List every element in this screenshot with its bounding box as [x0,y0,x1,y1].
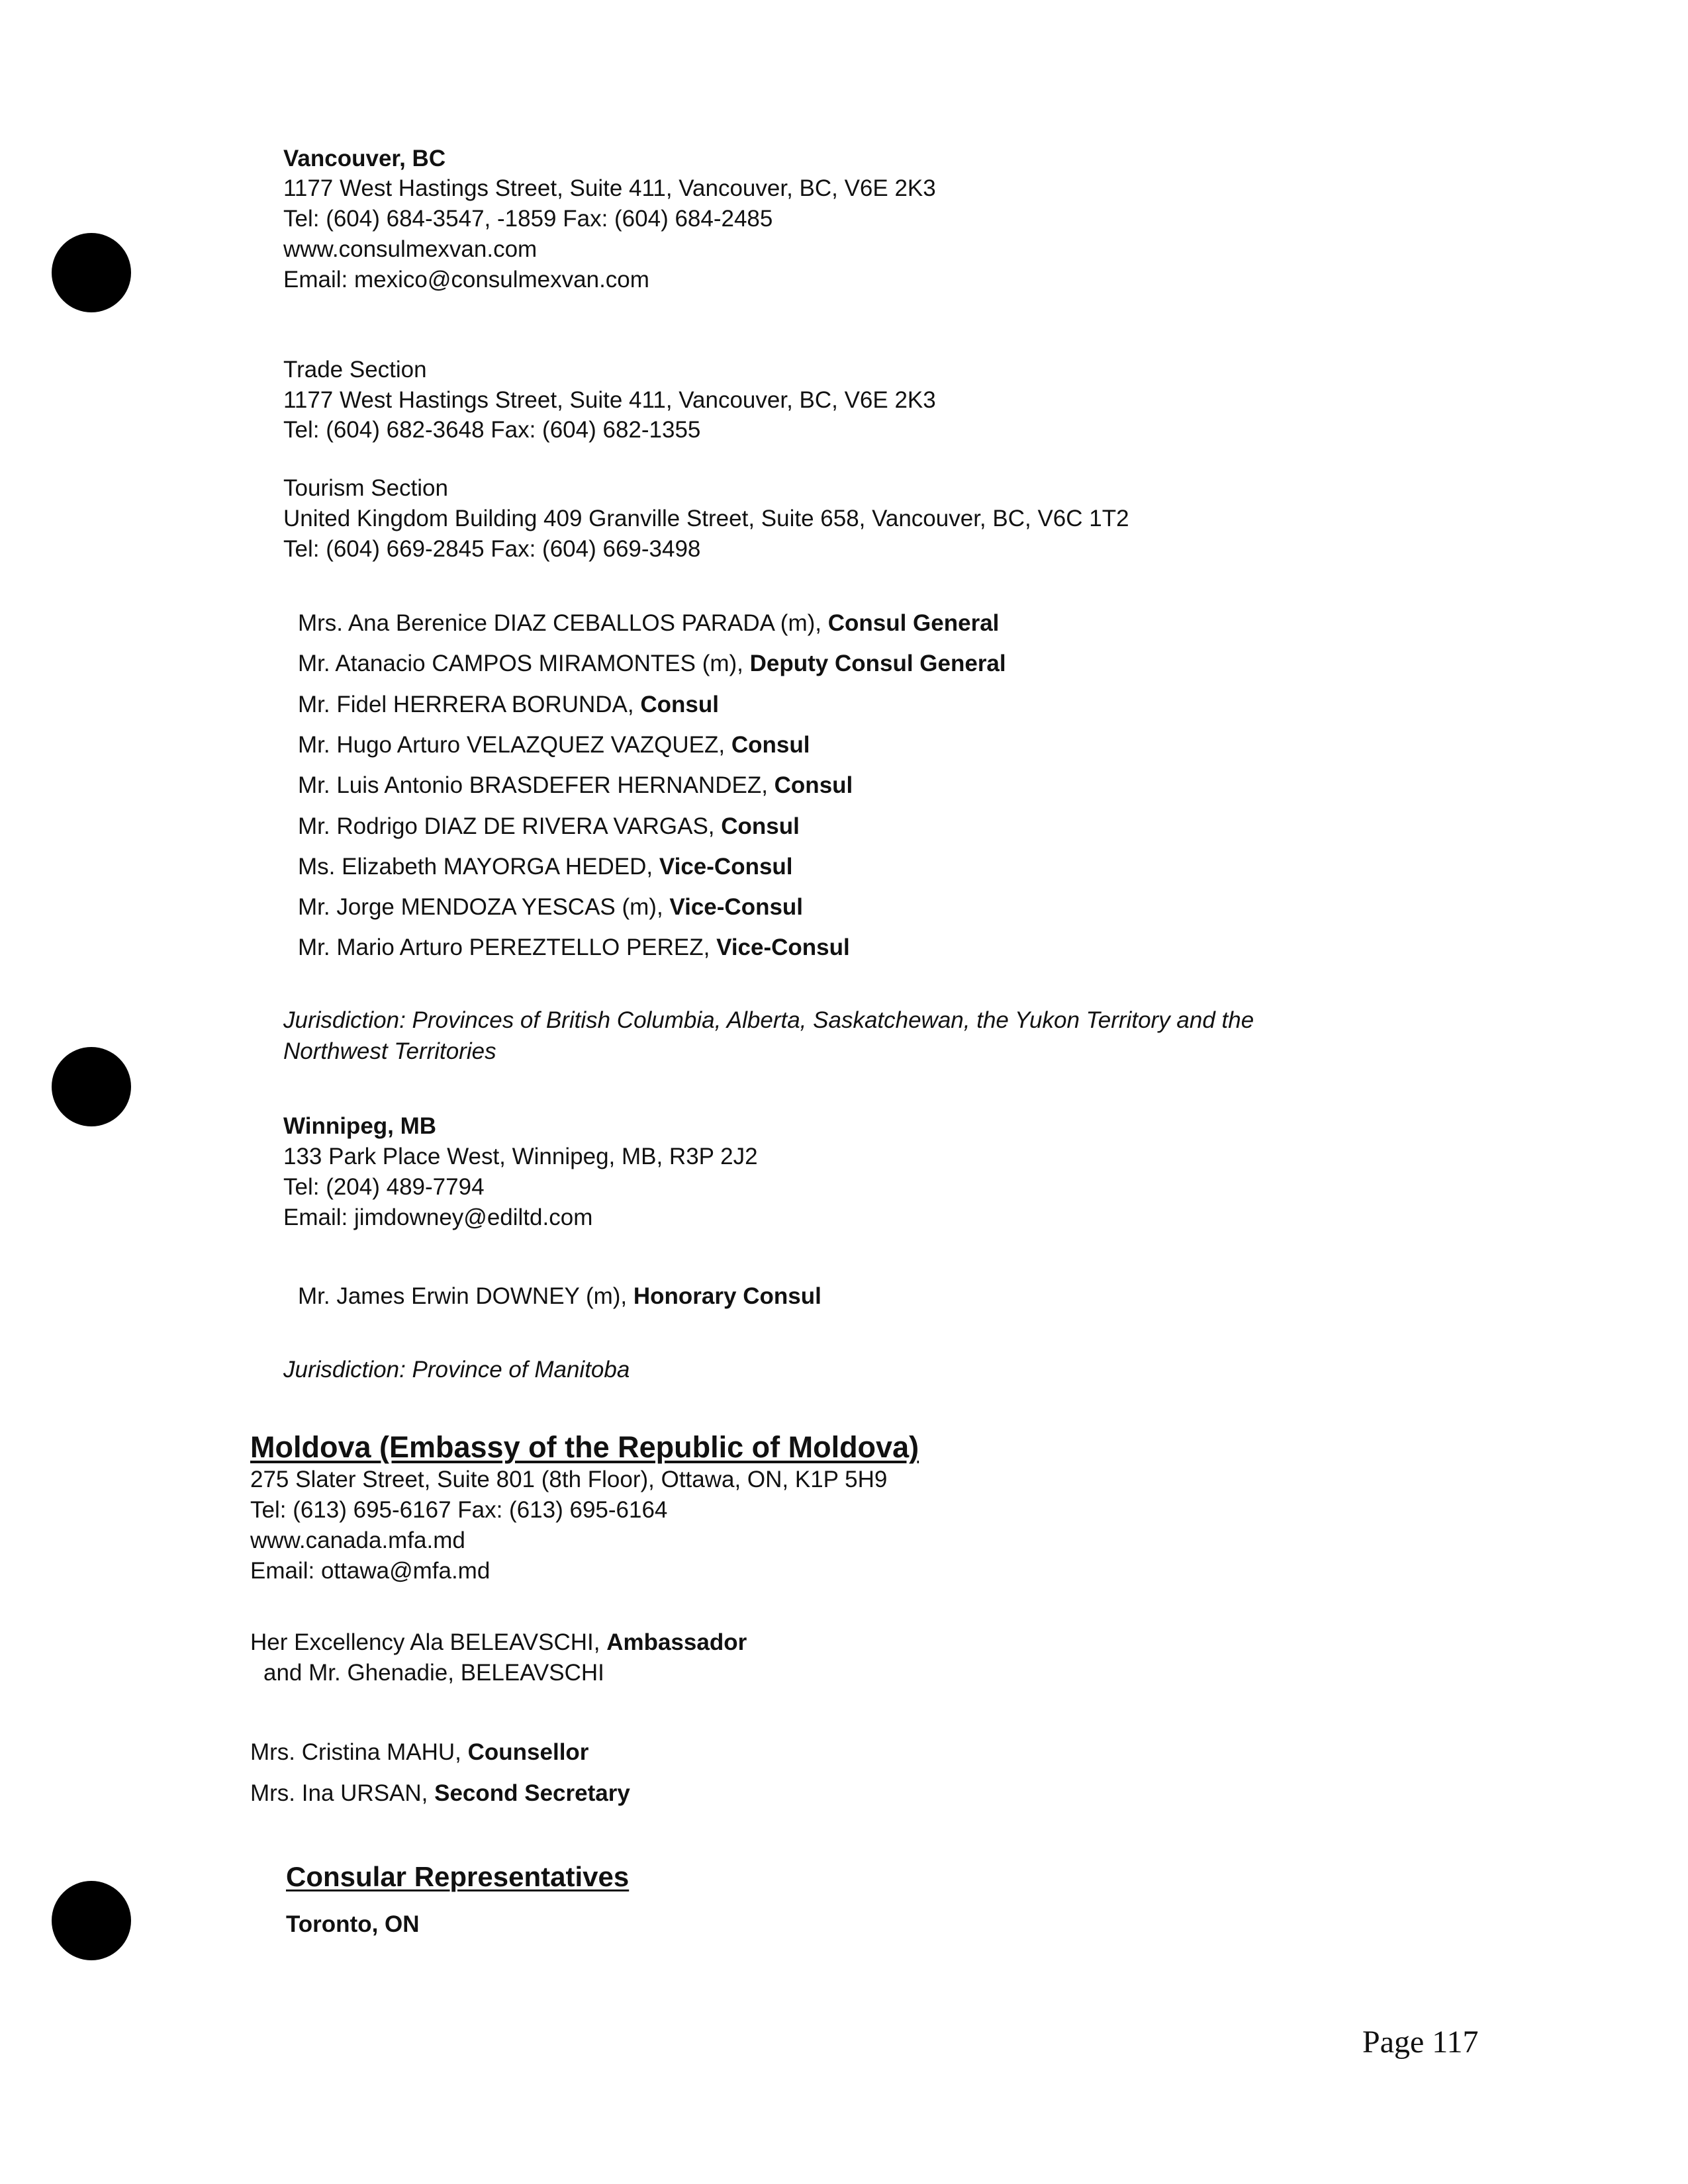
trade-section-address: 1177 West Hastings Street, Suite 411, Vancouver, BC, V6E 2K3 [283,387,936,413]
staff-name: Mr. Mario Arturo PEREZTELLO PEREZ, [298,934,717,960]
staff-entry [298,771,853,800]
ambassador-title: Ambassador [606,1629,747,1655]
staff-title: Consul [774,772,853,798]
staff-name: Mr. Hugo Arturo VELAZQUEZ VAZQUEZ, [298,732,731,758]
staff-title: Honorary Consul [633,1283,821,1309]
staff-title: Consul General [827,610,1000,636]
vancouver-jurisdiction-line1: Jurisdiction: Provinces of British Columbia, Alberta, Saskatchewan, the Yukon Territory and the [283,1007,1254,1033]
staff-entry [250,1779,630,1808]
ambassador-entry [250,1628,747,1657]
binder-hole [52,233,131,312]
vancouver-address: 1177 West Hastings Street, Suite 411, Vancouver, BC, V6E 2K3 [283,175,936,201]
vancouver-jurisdiction-line2: Northwest Territories [283,1038,496,1064]
winnipeg-address: 133 Park Place West, Winnipeg, MB, R3P 2J2 [283,1144,758,1169]
ambassador-spouse: and Mr. Ghenadie, BELEAVSCHI [263,1660,604,1686]
staff-title: Consul [731,732,810,758]
vancouver-heading: Vancouver, BC [283,146,446,171]
staff-title: Vice-Consul [669,894,804,920]
vancouver-email: Email: mexico@consulmexvan.com [283,267,649,293]
staff-title: Deputy Consul General [749,651,1006,676]
winnipeg-email: Email: jimdowney@ediltd.com [283,1205,593,1230]
country-heading: Moldova (Embassy of the Republic of Moldova) [250,1430,919,1464]
binder-hole [52,1881,131,1960]
staff-entry [298,812,800,841]
staff-entry [298,1282,821,1311]
vancouver-website: www.consulmexvan.com [283,236,538,262]
staff-name: Mr. Fidel HERRERA BORUNDA, [298,692,641,717]
staff-title: Vice-Consul [716,934,850,960]
staff-entry [298,893,803,922]
winnipeg-heading: Winnipeg, MB [283,1113,437,1139]
staff-name: Mr. Luis Antonio BRASDEFER HERNANDEZ, [298,772,774,798]
staff-entry [298,731,810,760]
moldova-tel: Tel: (613) 695-6167 Fax: (613) 695-6164 [250,1497,668,1523]
moldova-email: Email: ottawa@mfa.md [250,1558,491,1584]
staff-name: Ms. Elizabeth MAYORGA HEDED, [298,854,659,880]
consular-city-heading: Toronto, ON [286,1911,420,1937]
page-number: Page 117 [1362,2025,1479,2060]
staff-entry [298,649,1006,678]
tourism-section-tel: Tel: (604) 669-2845 Fax: (604) 669-3498 [283,536,701,562]
staff-name: Mrs. Cristina MAHU, [250,1739,468,1765]
tourism-section-address: United Kingdom Building 409 Granville Street, Suite 658, Vancouver, BC, V6C 1T2 [283,506,1129,531]
staff-entry [298,690,719,719]
staff-entry [298,933,850,962]
winnipeg-jurisdiction: Jurisdiction: Province of Manitoba [283,1357,630,1383]
staff-entry [250,1738,588,1767]
staff-entry [298,609,999,638]
staff-title: Vice-Consul [659,854,793,880]
winnipeg-tel: Tel: (204) 489-7794 [283,1174,485,1200]
consular-representatives-heading: Consular Representatives [286,1861,630,1892]
staff-name: Mr. Rodrigo DIAZ DE RIVERA VARGAS, [298,813,722,839]
moldova-address: 275 Slater Street, Suite 801 (8th Floor), Ottawa, ON, K1P 5H9 [250,1467,888,1492]
staff-title: Consul [721,813,800,839]
moldova-website: www.canada.mfa.md [250,1527,465,1553]
vancouver-tel: Tel: (604) 684-3547, -1859 Fax: (604) 684-2485 [283,206,773,232]
staff-name: Mr. James Erwin DOWNEY (m), [298,1283,633,1309]
ambassador-name: Her Excellency Ala BELEAVSCHI, [250,1629,607,1655]
staff-name: Mrs. Ina URSAN, [250,1780,435,1806]
trade-section-tel: Tel: (604) 682-3648 Fax: (604) 682-1355 [283,417,701,443]
staff-entry [298,852,793,882]
staff-title: Counsellor [467,1739,589,1765]
staff-title: Second Secretary [434,1780,630,1806]
staff-name: Mr. Jorge MENDOZA YESCAS (m), [298,894,670,920]
trade-section-title: Trade Section [283,357,427,383]
staff-title: Consul [640,692,719,717]
staff-name: Mr. Atanacio CAMPOS MIRAMONTES (m), [298,651,750,676]
staff-name: Mrs. Ana Berenice DIAZ CEBALLOS PARADA (m), [298,610,828,636]
tourism-section-title: Tourism Section [283,475,448,501]
binder-hole [52,1047,131,1126]
